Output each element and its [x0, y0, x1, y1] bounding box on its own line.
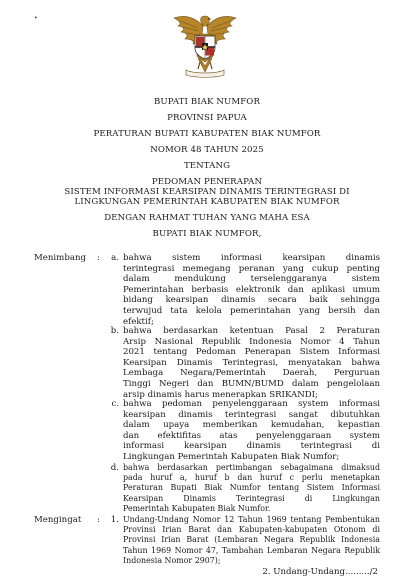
- item-b-line: Tinggi Negeri dan BUMN/BUMD dalam pengelolaan: [123, 378, 380, 389]
- subject-line-2: SISTEM INFORMASI KEARSIPAN DINAMIS TERINTEGRASI DI: [64, 187, 350, 197]
- item-d-text: [123, 463, 380, 514]
- item-b-number: b.: [110, 326, 119, 336]
- item-b-line: Kearsipan Dinamis Terintegrasi, menyatakan bahwa: [123, 357, 380, 368]
- item-c-line: informasi kearsipan dinamis terintegrasi di: [123, 441, 380, 452]
- item-b-line: Lembaga Negara/Pemerintah Daerah, Perguruan: [123, 368, 380, 379]
- subject-line-1: PEDOMAN PENERAPAN: [151, 177, 263, 187]
- item-c-line: dan efektifitas atas penyelenggaraan system: [123, 430, 380, 441]
- page-continuation: 2. Undang-Undang........./2: [262, 567, 378, 577]
- item-b-line: arsip dinamis harus menerapkan SRIKANDI;: [123, 389, 318, 400]
- item-d-line: Pemerintah Kabupaten Biak Numfor.: [123, 503, 271, 513]
- item-1-line: Provinsi Irian Barat (Lembaran Negara Republik Indonesia: [123, 535, 380, 545]
- regent-title: BUPATI BIAK NUMFOR: [153, 97, 261, 107]
- item-1-line: Tahun 1969 Nomor 47, Tambahan Lembaran Negara Republik: [123, 545, 380, 555]
- corner-mark: •: [34, 15, 38, 22]
- item-a-line: Pemerintahan berbasis elektronik dan aplikasi umum: [123, 284, 380, 295]
- item-c-line: Lingkungan Pemerintah Kabupaten Biak Numfor;: [123, 451, 340, 462]
- item-c-number: c.: [111, 399, 119, 409]
- item-c-line: bahwa pedoman penyelenggaraan system informasi: [123, 399, 380, 409]
- mengingat-label: Mengingat: [34, 515, 82, 525]
- item-c-line: kearsipan dinamis terintegrasi sangat dibutuhkan: [123, 409, 380, 420]
- item-b-line: bahwa berdasarkan ketentuan Pasal 2 Peraturan: [123, 326, 380, 336]
- menimbang-colon: :: [97, 253, 100, 263]
- item-a-line: dalam mendukung terselenggaranya sistem: [123, 274, 380, 285]
- garuda-emblem-icon: [170, 12, 240, 80]
- item-1-text: [123, 515, 380, 566]
- regulation-number: NOMOR 48 TAHUN 2025: [150, 145, 264, 155]
- item-d-number: d.: [110, 463, 119, 473]
- mengingat-colon: :: [97, 515, 100, 525]
- item-d-line: pada huruf a, huruf b dan huruf c perlu menetapkan: [123, 473, 380, 483]
- item-a-line: terwujud tata kelola pemerintahan yang bersih dan: [123, 305, 380, 316]
- item-d-line: Kearsipan Dinamis Terintegrasi di Lingkungan: [123, 493, 380, 503]
- about-label: TENTANG: [183, 161, 231, 171]
- item-c-line: dalam upaya memberikan kemudahan, kepastian: [123, 420, 380, 431]
- item-1-line: Provinsi Irian Barat dan Kabupaten-kabupaten Otonom di: [123, 525, 380, 535]
- item-a-number: a.: [111, 253, 119, 263]
- item-a-text: [123, 253, 380, 327]
- item-1-number: 1.: [110, 515, 119, 525]
- subject-line-3: LINGKUNGAN PEMERINTAH KABUPATEN BIAK NUMFOR: [74, 197, 340, 207]
- menimbang-label: Menimbang: [34, 253, 86, 263]
- item-d-line: Peraturan Bupati Biak Numfor tentang Sistem Informasi: [123, 483, 380, 493]
- invocation-line: DENGAN RAHMAT TUHAN YANG MAHA ESA: [104, 213, 310, 223]
- item-a-line: efektif;: [123, 316, 154, 327]
- item-a-line: bahwa sistem informasi kearsipan dinamis: [123, 253, 380, 263]
- item-c-text: [123, 399, 380, 463]
- regulation-title: PERATURAN BUPATI KABUPATEN BIAK NUMFOR: [93, 129, 321, 139]
- item-1-line: Undang-Undang Nomor 12 Tahun 1969 tentang Pembentukan: [123, 515, 380, 524]
- province-title: PROVINSI PAPUA: [167, 113, 247, 123]
- item-b-text: [123, 326, 380, 400]
- item-b-line: 2021 tentang Pedoman Penerapan Sistem Informasi: [123, 347, 380, 358]
- item-d-line: bahwa berdasarkan pertimbangan sebagaimana dimaksud: [123, 463, 380, 472]
- item-a-line: bidang kearsipan dinamis secara baik sehingga: [123, 295, 380, 306]
- item-1-line: Indonesia Nomor 2907);: [123, 555, 221, 565]
- regent-address-line: BUPATI BIAK NUMFOR,: [152, 229, 262, 239]
- item-a-line: terintegrasi memegang peranan yang cukup penting: [123, 263, 380, 274]
- item-b-line: Arsip Nasional Republik Indonesia Nomor 4 Tahun: [123, 336, 380, 347]
